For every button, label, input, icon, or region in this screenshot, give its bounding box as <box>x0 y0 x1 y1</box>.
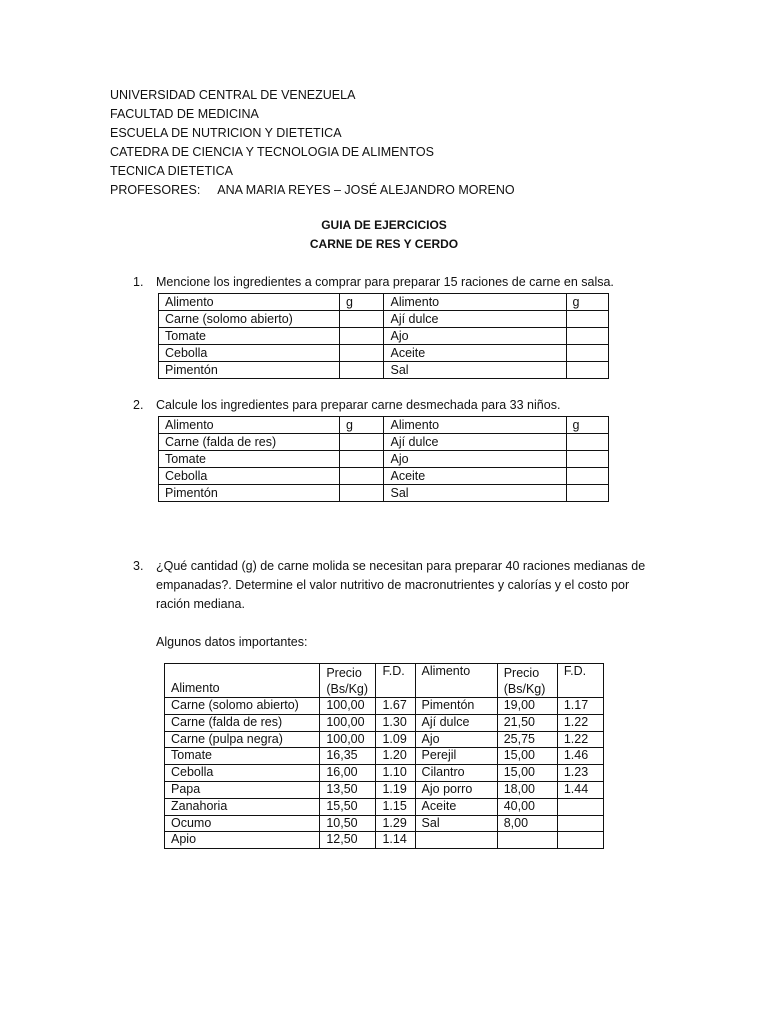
table-row <box>165 832 604 849</box>
header-faculty: FACULTAD DE MEDICINA <box>110 107 259 121</box>
table-cell: g <box>340 417 384 434</box>
question-3 <box>133 557 673 614</box>
table-cell: 1.09 <box>376 731 415 748</box>
table-cell: 21,50 <box>497 714 557 731</box>
table-cell: 1.46 <box>557 748 603 765</box>
table-cell: 13,50 <box>320 781 376 798</box>
table-cell <box>566 328 609 345</box>
table-cell: 15,50 <box>320 798 376 815</box>
question-number: 3. <box>133 559 144 573</box>
table-cell: g <box>566 294 609 311</box>
table-cell <box>566 434 609 451</box>
table-cell: g <box>340 294 384 311</box>
table-cell: Perejil <box>415 748 497 765</box>
table-row <box>165 781 604 798</box>
table-cell <box>566 362 609 379</box>
table-cell <box>566 451 609 468</box>
table-row <box>159 362 609 379</box>
table-cell: Sal <box>384 362 566 379</box>
table-cell: Tomate <box>159 328 340 345</box>
table-cell: 1.15 <box>376 798 415 815</box>
table-cell: 1.14 <box>376 832 415 849</box>
table-cell: 1.19 <box>376 781 415 798</box>
table-cell: 16,35 <box>320 748 376 765</box>
table-cell: 1.22 <box>557 731 603 748</box>
table-cell <box>340 485 384 502</box>
ingredients-table-1 <box>158 293 609 379</box>
table-cell: 100,00 <box>320 714 376 731</box>
question-text-line: empanadas?. Determine el valor nutritivo de macronutrientes y calorías y el costo por <box>156 578 630 592</box>
question-text-line: ración mediana. <box>156 597 245 611</box>
table-cell: Ocumo <box>165 815 320 832</box>
table-cell: 1.29 <box>376 815 415 832</box>
header-university: UNIVERSIDAD CENTRAL DE VENEZUELA <box>110 88 356 102</box>
table-cell: 1.22 <box>557 714 603 731</box>
ingredients-table-2 <box>158 416 609 502</box>
table-row <box>159 485 609 502</box>
table-cell: Alimento <box>384 417 566 434</box>
header-course: TECNICA DIETETICA <box>110 164 233 178</box>
table-cell: Pimentón <box>159 362 340 379</box>
table-cell: Alimento <box>159 417 340 434</box>
table-row <box>165 815 604 832</box>
header-cell: F.D. <box>376 664 415 698</box>
table-cell: 40,00 <box>497 798 557 815</box>
table-cell: 16,00 <box>320 765 376 782</box>
question-text <box>156 557 673 614</box>
guide-subtitle: CARNE DE RES Y CERDO <box>309 237 459 251</box>
table-cell: 100,00 <box>320 698 376 715</box>
table-row <box>165 798 604 815</box>
table-cell: Pimentón <box>159 485 340 502</box>
question-number: 2. <box>133 398 144 412</box>
question-text: Calcule los ingredientes para preparar carne desmechada para 33 niños. <box>156 398 561 412</box>
table-cell: Apio <box>165 832 320 849</box>
table-cell: 1.17 <box>557 698 603 715</box>
professors-names: ANA MARIA REYES – JOSÉ ALEJANDRO MORENO <box>217 183 515 197</box>
table-cell: 19,00 <box>497 698 557 715</box>
question-number: 1. <box>133 275 144 289</box>
table-row <box>165 765 604 782</box>
table-cell <box>340 468 384 485</box>
table-cell: Ajo <box>415 731 497 748</box>
header-chair: CATEDRA DE CIENCIA Y TECNOLOGIA DE ALIMENTOS <box>110 145 434 159</box>
table-cell: 12,50 <box>320 832 376 849</box>
table-cell: Cilantro <box>415 765 497 782</box>
table-row <box>159 328 609 345</box>
table-cell: Carne (solomo abierto) <box>159 311 340 328</box>
header-school: ESCUELA DE NUTRICION Y DIETETICA <box>110 126 342 140</box>
table-cell: Carne (pulpa negra) <box>165 731 320 748</box>
table-cell <box>566 311 609 328</box>
table-header-row <box>159 294 609 311</box>
table-row <box>159 451 609 468</box>
table-cell: 100,00 <box>320 731 376 748</box>
table-cell <box>340 328 384 345</box>
table-cell: Carne (solomo abierto) <box>165 698 320 715</box>
table-cell: Carne (falda de res) <box>159 434 340 451</box>
table-cell: 15,00 <box>497 748 557 765</box>
table-cell: 1.30 <box>376 714 415 731</box>
table-cell <box>557 815 603 832</box>
table-cell: g <box>566 417 609 434</box>
table-cell: Ají dulce <box>384 311 566 328</box>
table-cell <box>557 798 603 815</box>
header-cell: Precio (Bs/Kg) <box>320 664 376 698</box>
table-cell <box>340 345 384 362</box>
table-cell: Ají dulce <box>415 714 497 731</box>
table-cell: 1.67 <box>376 698 415 715</box>
table-cell: 25,75 <box>497 731 557 748</box>
table-header-row <box>159 417 609 434</box>
table-row <box>165 748 604 765</box>
table-cell: Cebolla <box>165 765 320 782</box>
table-cell: Pimentón <box>415 698 497 715</box>
institution-header <box>110 86 515 200</box>
question-2 <box>133 396 663 415</box>
guide-title: GUIA DE EJERCICIOS <box>321 218 447 232</box>
table-cell <box>566 345 609 362</box>
table-cell: Alimento <box>159 294 340 311</box>
data-subheading-wrap <box>133 633 663 652</box>
table-cell: 15,00 <box>497 765 557 782</box>
table-row <box>165 698 604 715</box>
table-cell: Sal <box>384 485 566 502</box>
table-cell: Aceite <box>384 345 566 362</box>
question-text: Mencione los ingredientes a comprar para preparar 15 raciones de carne en salsa. <box>156 275 614 289</box>
table-cell <box>340 311 384 328</box>
table-cell: Alimento <box>384 294 566 311</box>
table-cell: Ajo porro <box>415 781 497 798</box>
price-data-table <box>164 663 604 849</box>
table-cell: Ají dulce <box>384 434 566 451</box>
header-cell: Alimento <box>415 664 497 698</box>
header-cell: Precio (Bs/Kg) <box>497 664 557 698</box>
table-cell: Tomate <box>165 748 320 765</box>
table-cell: Aceite <box>415 798 497 815</box>
table-cell <box>340 434 384 451</box>
table-cell <box>557 832 603 849</box>
table-cell: 1.23 <box>557 765 603 782</box>
table-row <box>159 434 609 451</box>
table-cell: 1.20 <box>376 748 415 765</box>
professors-label: PROFESORES: <box>110 183 201 197</box>
table-cell: Ajo <box>384 451 566 468</box>
table-cell: 8,00 <box>497 815 557 832</box>
table-cell: Cebolla <box>159 345 340 362</box>
table-cell: Tomate <box>159 451 340 468</box>
table-cell <box>497 832 557 849</box>
question-1 <box>133 273 663 292</box>
header-cell: F.D. <box>557 664 603 698</box>
table-cell: 10,50 <box>320 815 376 832</box>
table-cell: Papa <box>165 781 320 798</box>
table-cell: Cebolla <box>159 468 340 485</box>
table-row <box>165 731 604 748</box>
table-cell: Aceite <box>384 468 566 485</box>
table-cell <box>566 485 609 502</box>
table-cell: 1.44 <box>557 781 603 798</box>
header-cell: Alimento <box>165 664 320 698</box>
table-cell: 18,00 <box>497 781 557 798</box>
table-cell <box>340 362 384 379</box>
question-text-line: ¿Qué cantidad (g) de carne molida se necesitan para preparar 40 raciones medianas de <box>156 559 646 573</box>
table-cell: Zanahoria <box>165 798 320 815</box>
header-professors <box>110 181 515 200</box>
table-header-row <box>165 664 604 698</box>
table-row <box>159 345 609 362</box>
table-row <box>165 714 604 731</box>
table-cell: 1.10 <box>376 765 415 782</box>
table-cell <box>340 451 384 468</box>
table-cell: Ajo <box>384 328 566 345</box>
table-cell: Sal <box>415 815 497 832</box>
table-cell <box>415 832 497 849</box>
table-cell <box>566 468 609 485</box>
table-row <box>159 311 609 328</box>
table-cell: Carne (falda de res) <box>165 714 320 731</box>
table-row <box>159 468 609 485</box>
data-subheading: Algunos datos importantes: <box>156 635 308 649</box>
